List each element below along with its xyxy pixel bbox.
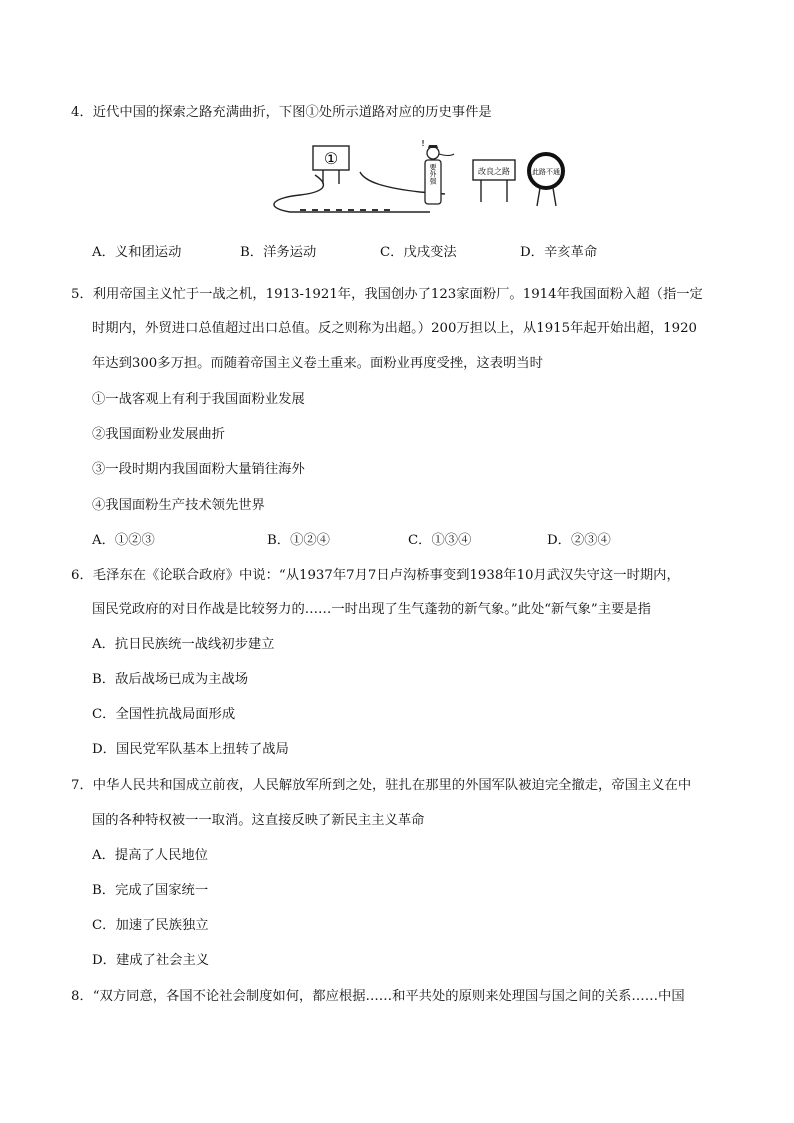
road-illustration bbox=[245, 140, 570, 222]
q6-option-c: C．全国性抗战局面形成 bbox=[92, 707, 236, 722]
q5-item-3: ③一段时期内我国面粉大量销往海外 bbox=[92, 462, 305, 477]
q4-option-b: B．洋务运动 bbox=[240, 245, 317, 260]
q8-line-1: 8．“双方同意，各国不论社会制度如何，都应根据……和平共处的原则来处理国与国之间的关系……中国 bbox=[71, 989, 685, 1004]
q7-option-a: A．提高了人民地位 bbox=[92, 848, 208, 863]
q7-line-1: 7．中华人民共和国成立前夜，人民解放军所到之处，驻扎在那里的外国军队被迫完全撤走，帝国主义在中 bbox=[71, 778, 692, 793]
q5-line-2: 时期内，外贸进口总值超过出口总值。反之则称为出超。）200万担以上，从1915年起开始出超，1920 bbox=[92, 321, 697, 336]
q7-option-b: B．完成了国家统一 bbox=[92, 883, 209, 898]
sign-2-label: 改良之路 bbox=[478, 167, 510, 176]
person-head bbox=[427, 147, 439, 159]
q6-line-1: 6．毛泽东在《论联合政府》中说：“从1937年7月7日卢沟桥事变到1938年10月武汉失守这一时期内， bbox=[71, 568, 680, 583]
q5-option-d: D．②③④ bbox=[547, 533, 611, 548]
q4-option-c: C．戊戌变法 bbox=[380, 245, 457, 260]
q5-item-1: ①一战客观上有利于我国面粉业发展 bbox=[92, 392, 305, 407]
q5-options bbox=[92, 532, 732, 550]
q4-option-a: A．义和团运动 bbox=[92, 245, 182, 260]
q5-line-3: 年达到300多万担。而随着帝国主义卷土重来。面粉业再度受挫，这表明当时 bbox=[92, 356, 543, 371]
q4-option-d: D．辛亥革命 bbox=[520, 245, 598, 260]
q7-option-c: C．加速了民族独立 bbox=[92, 918, 209, 933]
q6-option-b: B．敌后战场已成为主战场 bbox=[92, 672, 249, 687]
sign-1-label: ① bbox=[323, 149, 339, 168]
person-label: 要外强 bbox=[429, 163, 437, 185]
svg-text:!: ! bbox=[421, 140, 426, 149]
q5-option-a: A．①②③ bbox=[92, 533, 155, 548]
q4-options bbox=[92, 244, 732, 262]
q7-line-2: 国的各种特权被一一取消。这直接反映了新民主主义革命 bbox=[92, 813, 425, 828]
q5-item-4: ④我国面粉生产技术领先世界 bbox=[92, 498, 265, 513]
q5-option-c: C．①③④ bbox=[408, 533, 472, 548]
q5-option-b: B．①②④ bbox=[267, 533, 330, 548]
q6-line-2: 国民党政府的对日作战是比较努力的……一时出现了生气蓬勃的新气象。”此处“新气象”主要是指 bbox=[92, 602, 651, 617]
q5-item-2: ②我国面粉业发展曲折 bbox=[92, 427, 225, 442]
q4-stem: 4．近代中国的探索之路充满曲折，下图①处所示道路对应的历史事件是 bbox=[71, 105, 492, 120]
sign-3-label: 此路不通 bbox=[532, 168, 560, 176]
q6-option-a: A．抗日民族统一战线初步建立 bbox=[92, 637, 275, 652]
q7-option-d: D．建成了社会主义 bbox=[92, 953, 210, 968]
q5-line-1: 5．利用帝国主义忙于一战之机，1913-1921年，我国创办了123家面粉厂。1914年我国面粉入超（指一定 bbox=[71, 287, 703, 302]
q6-option-d: D．国民党军队基本上扭转了战局 bbox=[92, 742, 289, 757]
q4-figure bbox=[245, 140, 570, 222]
